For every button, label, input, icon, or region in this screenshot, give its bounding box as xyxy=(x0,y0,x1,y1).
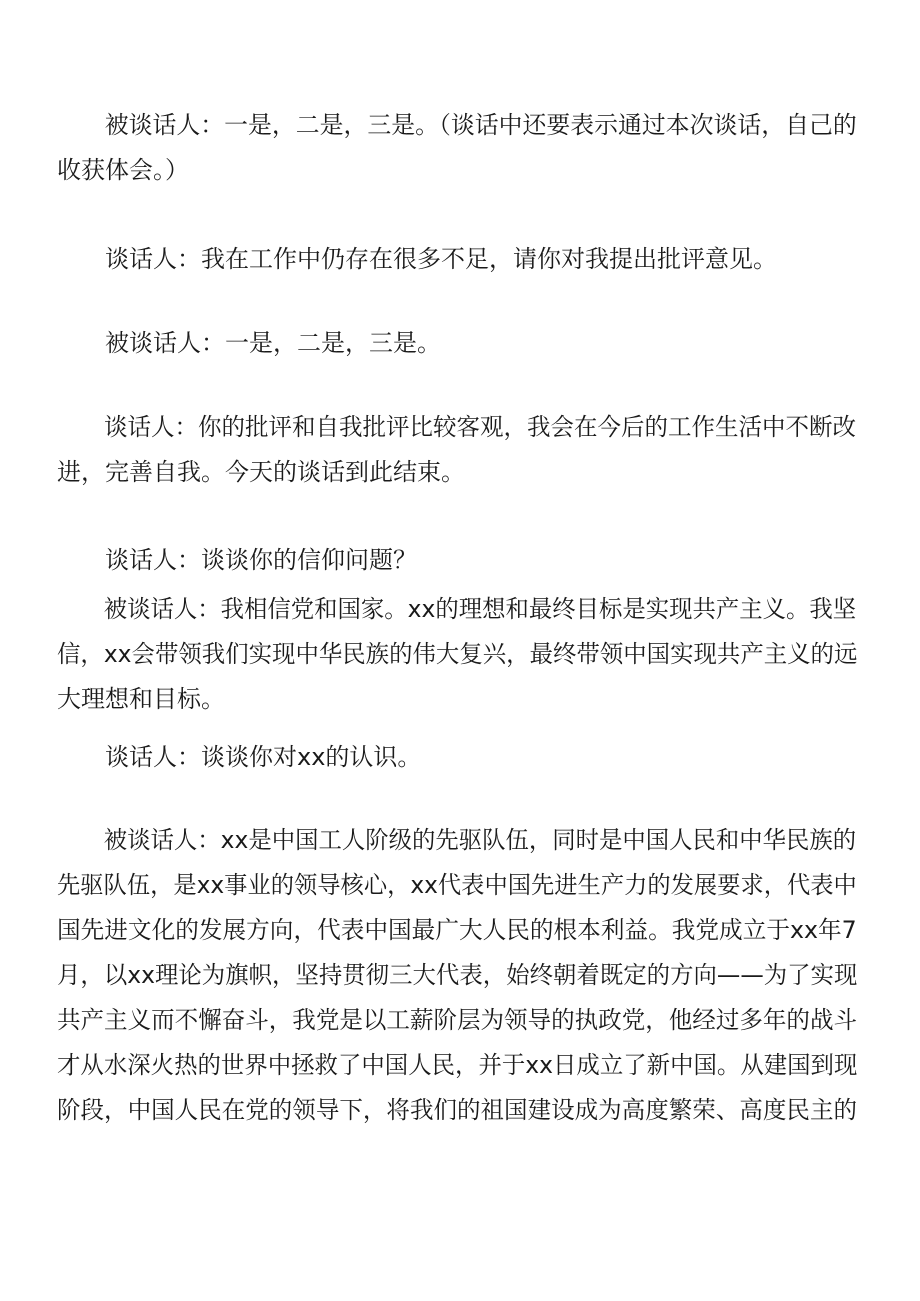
paragraph-line: 信，xx会带领我们实现中华民族的伟大复兴，最终带领中国实现共产主义的远 xyxy=(57,640,858,668)
paragraph-line: 阶段，中国人民在党的领导下，将我们的祖国建设成为高度繁荣、高度民主的 xyxy=(57,1096,858,1124)
paragraph-4 xyxy=(57,405,857,495)
paragraph-line: 大理想和目标。 xyxy=(57,685,225,713)
paragraph-3 xyxy=(57,321,857,366)
paragraph-line: 谈话人：谈谈你对xx的认识。 xyxy=(105,743,422,771)
paragraph-line: 进，完善自我。今天的谈话到此结束。 xyxy=(57,458,465,486)
paragraph-line: 谈话人：你的批评和自我批评比较客观，我会在今后的工作生活中不断改 xyxy=(104,413,857,441)
paragraph-line: 谈话人：我在工作中仍存在很多不足，请你对我提出批评意见。 xyxy=(105,245,777,273)
paragraph-line: 被谈话人：xx是中国工人阶级的先驱队伍，同时是中国人民和中华民族的 xyxy=(103,826,857,854)
paragraph-line: 国先进文化的发展方向，代表中国最广大人民的根本利益。我党成立于xx年7 xyxy=(57,916,857,944)
paragraph-line: 被谈话人：一是，二是，三是。（谈话中还要表示通过本次谈话，自己的 xyxy=(104,111,857,139)
paragraph-line: 月，以xx理论为旗帜，坚持贯彻三大代表，始终朝着既定的方向——为了实现 xyxy=(57,961,858,989)
paragraph-8 xyxy=(57,818,857,1133)
paragraph-line: 被谈话人：一是，二是，三是。 xyxy=(105,329,441,357)
paragraph-1 xyxy=(57,103,857,193)
paragraph-line: 收获体会。） xyxy=(57,156,189,184)
paragraph-2 xyxy=(57,237,857,282)
paragraph-7 xyxy=(57,735,857,780)
paragraph-line: 共产主义而不懈奋斗，我党是以工薪阶层为领导的执政党，他经过多年的战斗 xyxy=(57,1006,858,1034)
paragraph-line: 谈话人：谈谈你的信仰问题？ xyxy=(105,546,417,574)
paragraph-line: 先驱队伍，是xx事业的领导核心，xx代表中国先进生产力的发展要求，代表中 xyxy=(57,871,857,899)
paragraph-5 xyxy=(57,538,857,583)
paragraph-line: 被谈话人：我相信党和国家。xx的理想和最终目标是实现共产主义。我坚 xyxy=(103,595,857,623)
paragraph-6 xyxy=(57,587,857,722)
paragraph-line: 才从水深火热的世界中拯救了中国人民，并于xx日成立了新中国。从建国到现 xyxy=(57,1051,858,1079)
